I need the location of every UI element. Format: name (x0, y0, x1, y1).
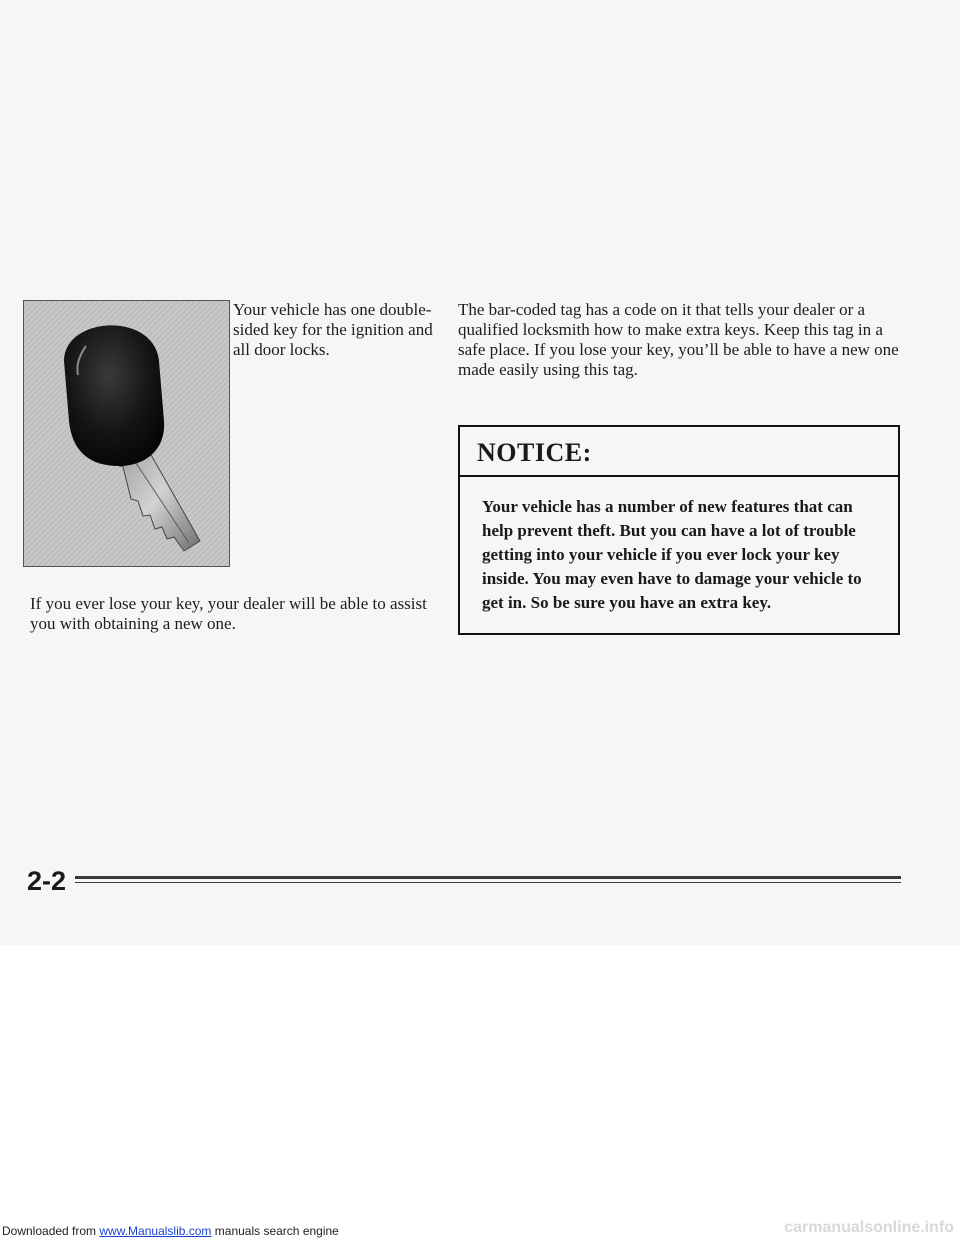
key-icon (24, 301, 229, 566)
key-caption: Your vehicle has one double-sided key for the ignition and all door locks. (233, 300, 433, 359)
page-number: 2-2 (27, 866, 67, 896)
download-footer (2, 1224, 339, 1238)
notice-body: Your vehicle has a number of new features that can help prevent theft. But you can have a lot of trouble getting into your vehicle if you ever lock your key inside. You may even have to damage your vehicle to get in. So be sure you have an extra key. (482, 497, 862, 612)
footer-suffix: manuals search engine (211, 1224, 339, 1238)
footer-rule-thin (75, 882, 901, 883)
bar-coded-tag-paragraph: The bar-coded tag has a code on it that tells your dealer or a qualified locksmith how to make extra keys. Keep this tag in a safe place. If you lose your key, you’ll be able to have a new one made easily using this tag. (458, 300, 899, 379)
key-photo (23, 300, 230, 567)
footer-rule (75, 876, 901, 879)
lost-key-paragraph: If you ever lose your key, your dealer will be able to assist you with obtaining a new one. (30, 594, 427, 633)
manualslib-link[interactable]: www.Manualslib.com (99, 1224, 212, 1238)
notice-box (458, 425, 900, 635)
footer-prefix: Downloaded from (2, 1224, 100, 1238)
watermark: carmanualsonline.info (784, 1219, 954, 1236)
notice-heading: NOTICE: (460, 427, 898, 477)
